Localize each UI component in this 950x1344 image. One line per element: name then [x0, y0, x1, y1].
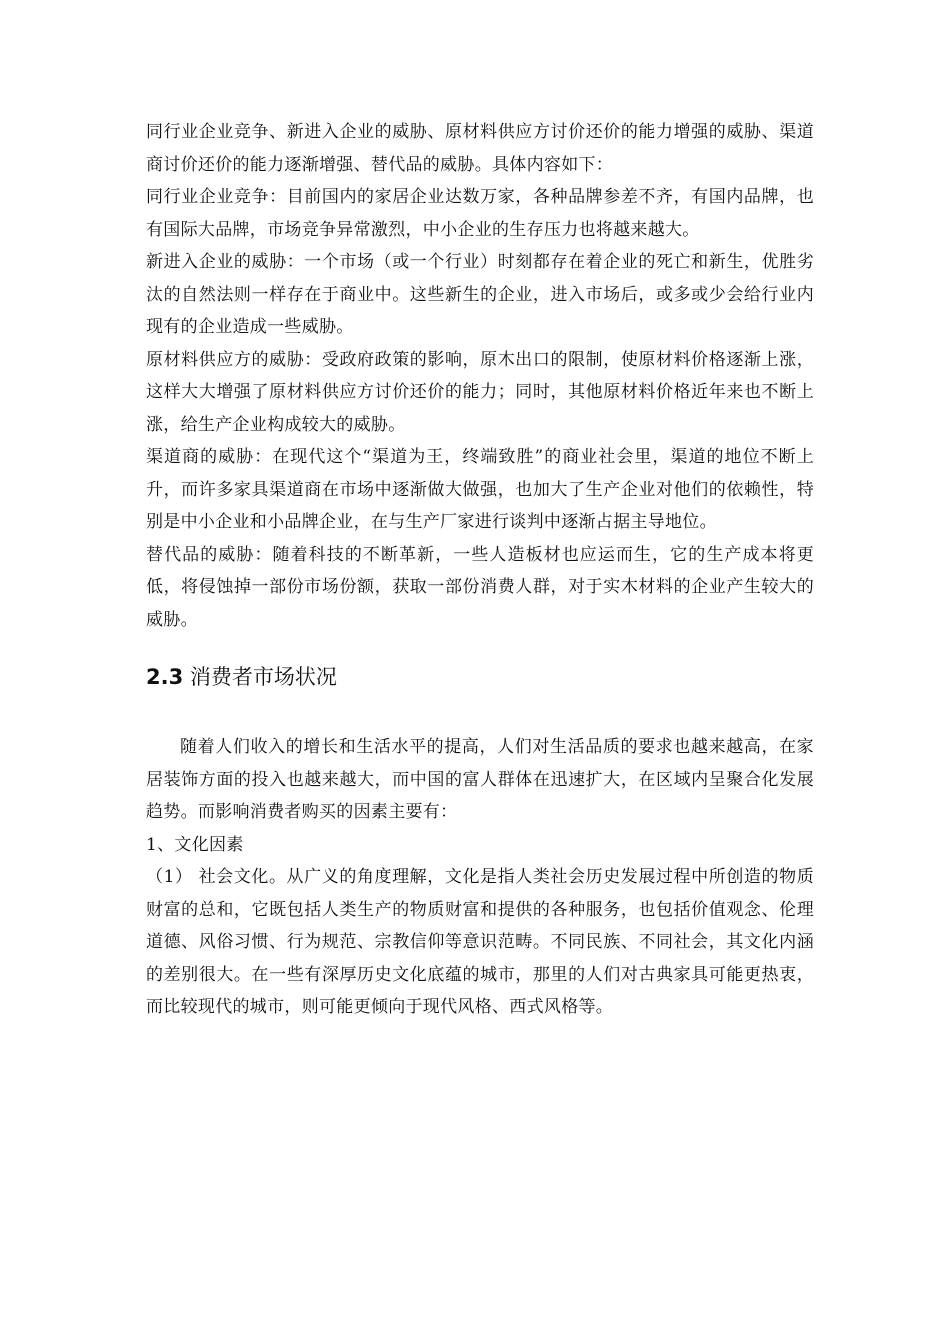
sub-item-paragraph: （1） 社会文化。从广义的角度理解，文化是指人类社会历史发展过程中所创造的物质财富的总和，它既包括人类生产的物质财富和提供的各种服务，也包括价值观念、伦理道德、风俗习惯、行为规范、宗教信仰等意识范畴。不同民族、不同社会，其文化内涵的差别很大。在一些有深厚历史文化底蕴的城市，那里的人们对古典家具可能更热衷，而比较现代的城市，则可能更倾向于现代风格、西式风格等。 — [146, 867, 814, 1017]
document-page — [146, 116, 814, 1024]
paragraph-substitutes: 替代品的威胁：随着科技的不断革新，一些人造板材也应运而生，它的生产成本将更低，将侵蚀掉一部份市场份额，获取一部份消费人群，对于实木材料的企业产生较大的威胁。 — [146, 544, 814, 630]
paragraph-channels: 渠道商的威胁：在现代这个“渠道为王，终端致胜”的商业社会里，渠道的地位不断上升，而许多家具渠道商在市场中逐渐做大做强，也加大了生产企业对他们的依赖性，特别是中小企业和小品牌企业，在与生产厂家进行谈判中逐渐占据主导地位。 — [146, 447, 814, 532]
paragraph-competition: 同行业企业竞争：目前国内的家居企业达数万家，各种品牌参差不齐，有国内品牌，也有国际大品牌，市场竞争异常激烈，中小企业的生存压力也将越来越大。 — [146, 187, 814, 240]
paragraph-new-entrants: 新进入企业的威胁：一个市场（或一个行业）时刻都存在着企业的死亡和新生，优胜劣汰的自然法则一样存在于商业中。这些新生的企业，进入市场后，或多或少会给行业内现有的企业造成一些威胁。 — [146, 252, 814, 337]
section-intro-paragraph: 随着人们收入的增长和生活水平的提高，人们对生活品质的要求也越来越高，在家居装饰方面的投入也越来越大，而中国的富人群体在迅速扩大，在区域内呈聚合化发展趋势。而影响消费者购买的因素主要有： — [146, 737, 814, 822]
section-title: 消费者市场状况 — [189, 665, 337, 689]
section-number: 2.3 — [146, 665, 184, 689]
section-heading — [146, 662, 814, 692]
list-heading: 1、文化因素 — [146, 834, 244, 855]
paragraph-suppliers: 原材料供应方的威胁：受政府政策的影响，原木出口的限制，使原材料价格逐渐上涨，这样大大增强了原材料供应方讨价还价的能力；同时，其他原材料价格近年来也不断上涨，给生产企业构成较大的威胁。 — [146, 349, 814, 435]
intro-paragraph: 同行业企业竞争、新进入企业的威胁、原材料供应方讨价还价的能力增强的威胁、渠道商讨价还价的能力逐渐增强、替代品的威胁。具体内容如下： — [146, 122, 814, 175]
